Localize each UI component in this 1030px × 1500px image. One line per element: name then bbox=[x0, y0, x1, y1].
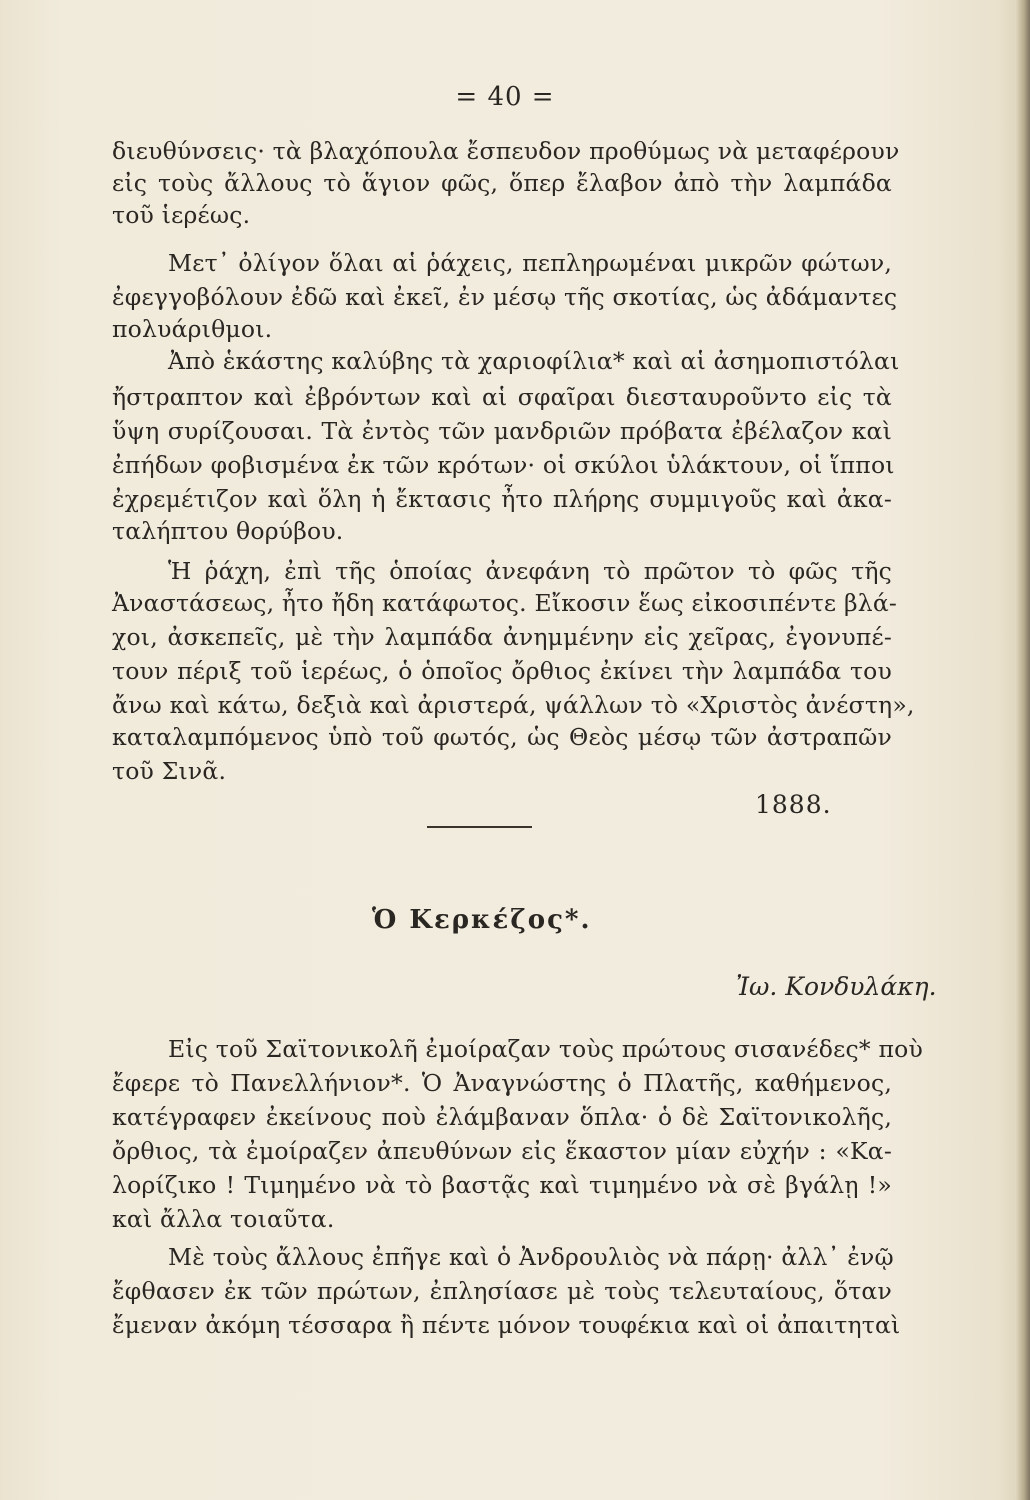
story-title: Ὁ Κερκέζος*. bbox=[372, 905, 592, 935]
text-line: Εἰς τοῦ Σαϊτονικολῆ ἐμοίραζαν τοὺς πρώτους σισανέδες* ποὺ bbox=[168, 1035, 923, 1063]
text-line: εἰς τοὺς ἄλλους τὸ ἅγιον φῶς, ὅπερ ἔλαβον ἀπὸ τὴν λαμπάδα bbox=[112, 169, 892, 197]
text-line: Ἀπὸ ἑκάστης καλύβης τὰ χαριοφίλια* καὶ αἱ ἀσημοπιστόλαι bbox=[168, 347, 900, 375]
text-line: διευθύνσεις· τὰ βλαχόπουλα ἔσπευδον προθύμως νὰ μεταφέρουν bbox=[112, 137, 900, 165]
story-author: Ἰω. Κονδυλάκη. bbox=[736, 972, 937, 1001]
text-line: κατέγραφεν ἐκείνους ποὺ ἐλάμβαναν ὅπλα· ὁ δὲ Σαϊτονικολῆς, bbox=[112, 1103, 892, 1131]
text-line: ταλήπτου θορύβου. bbox=[112, 517, 344, 545]
text-line: ὄρθιος, τὰ ἐμοίραζεν ἀπευθύνων εἰς ἕκαστον μίαν εὐχήν : «Κα- bbox=[112, 1137, 892, 1165]
text-line: ὕψη συρίζουσαι. Τὰ ἐντὸς τῶν μανδριῶν πρόβατα ἐβέλαζον καὶ bbox=[112, 417, 892, 445]
text-line: ἄνω καὶ κάτω, δεξιὰ καὶ ἀριστερά, ψάλλων τὸ «Χριστὸς ἀνέστη», bbox=[112, 691, 915, 719]
page-edge-shadow bbox=[1016, 0, 1030, 1500]
text-line: Ἀναστάσεως, ἦτο ἤδη κατάφωτος. Εἴκοσιν ἕως εἰκοσιπέντε βλά- bbox=[112, 589, 898, 617]
date-signature: 1888. bbox=[755, 790, 832, 819]
text-line: καὶ ἄλλα τοιαῦτα. bbox=[112, 1205, 335, 1233]
text-line: ἔμεναν ἀκόμη τέσσαρα ἢ πέντε μόνον τουφέκια καὶ οἱ ἀπαιτηταὶ bbox=[112, 1311, 901, 1339]
text-line: ἐπήδων φοβισμένα ἐκ τῶν κρότων· οἱ σκύλοι ὑλάκτουν, οἱ ἵπποι bbox=[112, 451, 895, 479]
text-line: ἔφθασεν ἐκ τῶν πρώτων, ἐπλησίασε μὲ τοὺς τελευταίους, ὅταν bbox=[112, 1277, 892, 1305]
text-line: ἐχρεμέτιζον καὶ ὅλη ἡ ἔκτασις ἦτο πλήρης συμμιγοῦς καὶ ἀκα- bbox=[112, 485, 892, 513]
text-line: ἤστραπτον καὶ ἐβρόντων καὶ αἱ σφαῖραι διεσταυροῦντο εἰς τὰ bbox=[112, 383, 892, 411]
text-line: τοῦ ἱερέως. bbox=[112, 201, 251, 229]
section-divider bbox=[427, 826, 532, 828]
text-line: χοι, ἀσκεπεῖς, μὲ τὴν λαμπάδα ἀνημμένην εἰς χεῖρας, ἐγονυπέ- bbox=[112, 623, 892, 651]
text-line: λορίζικο ! Τιμημένο νὰ τὸ βαστᾷς καὶ τιμημένο νὰ σὲ βγάλῃ !» bbox=[112, 1171, 892, 1199]
text-line: πολυάριθμοι. bbox=[112, 315, 273, 343]
text-line: καταλαμπόμενος ὑπὸ τοῦ φωτός, ὡς Θεὸς μέσῳ τῶν ἀστραπῶν bbox=[112, 723, 892, 751]
text-line: Μὲ τοὺς ἄλλους ἐπῆγε καὶ ὁ Ἀνδρουλιὸς νὰ πάρῃ· ἀλλ᾽ ἐνῷ bbox=[168, 1243, 894, 1271]
page-number: = 40 = bbox=[455, 82, 555, 112]
text-line: Ἡ ῥάχη, ἐπὶ τῆς ὁποίας ἀνεφάνη τὸ πρῶτον τὸ φῶς τῆς bbox=[168, 557, 892, 585]
text-line: ἐφεγγοβόλουν ἐδῶ καὶ ἐκεῖ, ἐν μέσῳ τῆς σκοτίας, ὡς ἀδάμαντες bbox=[112, 283, 898, 311]
text-line: Μετ᾽ ὀλίγον ὅλαι αἱ ῥάχεις, πεπληρωμέναι μικρῶν φώτων, bbox=[168, 249, 892, 277]
text-line: ἔφερε τὸ Πανελλήνιον*. Ὁ Ἀναγνώστης ὁ Πλατῆς, καθήμενος, bbox=[112, 1069, 892, 1097]
text-line: τουν πέριξ τοῦ ἱερέως, ὁ ὁποῖος ὄρθιος ἐκίνει τὴν λαμπάδα του bbox=[112, 657, 892, 685]
text-line: τοῦ Σινᾶ. bbox=[112, 757, 227, 785]
